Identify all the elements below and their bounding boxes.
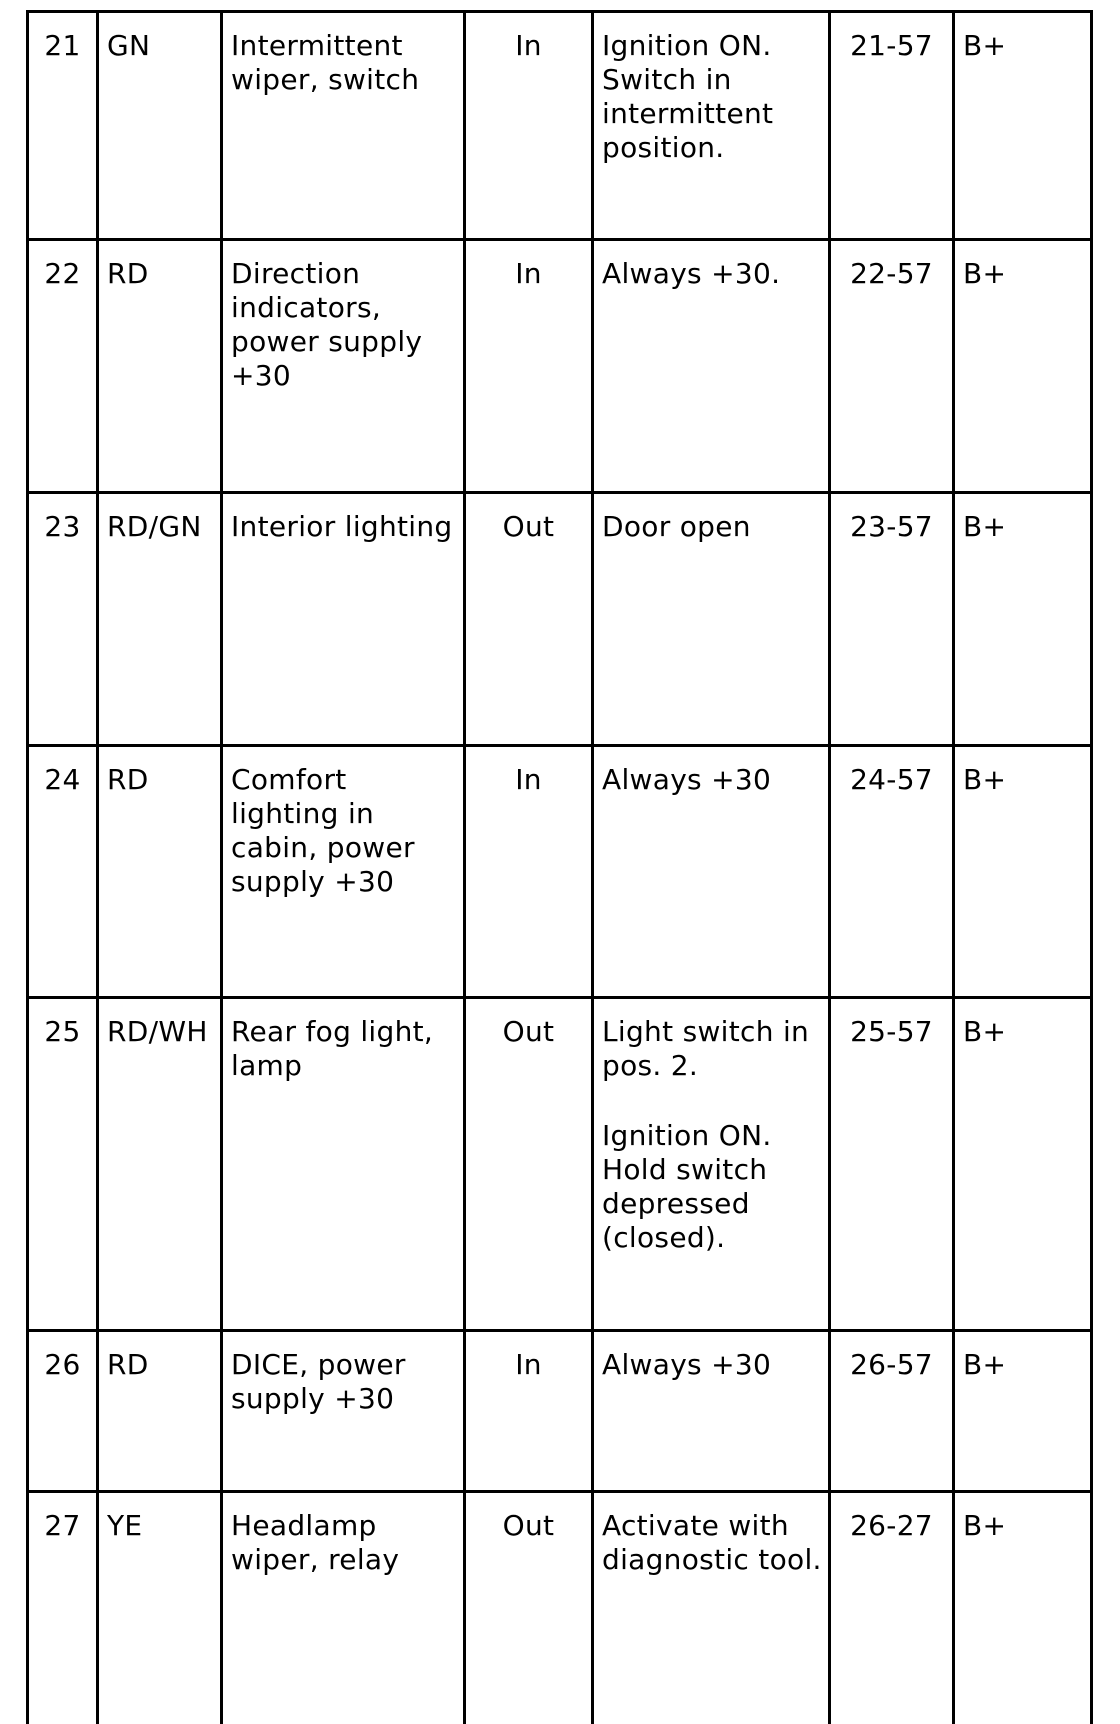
conditions-cell	[602, 510, 826, 544]
value-cell: B+	[963, 1348, 1007, 1381]
function-cell: Intermittent wiper, switch	[231, 29, 420, 96]
conditions-cell	[602, 1015, 826, 1255]
column-rule	[591, 10, 594, 1724]
row-rule	[26, 10, 1093, 13]
function-cell: Rear fog light, lamp	[231, 1015, 434, 1082]
pin-number-cell: 21	[44, 29, 81, 62]
value-cell: B+	[963, 1015, 1007, 1048]
pin-number-cell: 23	[44, 510, 81, 543]
conditions-cell	[602, 257, 826, 291]
conditions-cell	[602, 1509, 826, 1577]
pin-pair-cell: 24-57	[850, 763, 933, 796]
pin-number-cell: 24	[44, 763, 81, 796]
pin-pair-cell: 21-57	[850, 29, 933, 62]
value-cell: B+	[963, 1509, 1007, 1542]
function-cell: Headlamp wiper, relay	[231, 1509, 400, 1576]
function-cell: Comfort lighting in cabin, power supply +30	[231, 763, 415, 898]
condition-text: Light switch in pos. 2.	[602, 1015, 810, 1082]
pin-number-cell: 25	[44, 1015, 81, 1048]
column-rule	[952, 10, 955, 1724]
direction-cell: Out	[502, 1509, 555, 1542]
row-rule	[26, 996, 1093, 999]
condition-text: Always +30	[602, 763, 772, 796]
pin-number-cell: 22	[44, 257, 81, 290]
value-cell: B+	[963, 29, 1007, 62]
wire-color-cell: YE	[107, 1509, 143, 1542]
function-cell: Interior lighting	[231, 510, 453, 543]
value-cell: B+	[963, 763, 1007, 796]
wire-color-cell: RD/WH	[107, 1015, 208, 1048]
pin-number-cell: 27	[44, 1509, 81, 1542]
column-rule	[220, 10, 223, 1724]
row-rule	[26, 1329, 1093, 1332]
value-cell: B+	[963, 510, 1007, 543]
direction-cell: In	[515, 29, 542, 62]
function-cell: DICE, power supply +30	[231, 1348, 406, 1415]
row-rule	[26, 238, 1093, 241]
direction-cell: In	[515, 1348, 542, 1381]
pin-number-cell: 26	[44, 1348, 81, 1381]
column-rule	[96, 10, 99, 1724]
direction-cell: In	[515, 763, 542, 796]
condition-text: Door open	[602, 510, 751, 543]
direction-cell: Out	[502, 1015, 555, 1048]
value-cell: B+	[963, 257, 1007, 290]
condition-text: Always +30.	[602, 257, 781, 290]
wire-color-cell: RD	[107, 257, 149, 290]
function-cell: Direction indicators, power supply +30	[231, 257, 423, 392]
wire-color-cell: GN	[107, 29, 151, 62]
pin-pair-cell: 26-27	[850, 1509, 933, 1542]
column-rule	[1090, 10, 1093, 1724]
conditions-cell	[602, 29, 826, 165]
wire-color-cell: RD	[107, 1348, 149, 1381]
pin-pair-cell: 22-57	[850, 257, 933, 290]
pin-pair-cell: 23-57	[850, 510, 933, 543]
row-rule	[26, 491, 1093, 494]
row-rule	[26, 744, 1093, 747]
condition-text: Activate with diagnostic tool.	[602, 1509, 822, 1576]
condition-text: Always +30	[602, 1348, 772, 1381]
direction-cell: Out	[502, 510, 555, 543]
condition-text: Ignition ON. Hold switch depressed (closed).	[602, 1119, 772, 1254]
pin-pair-cell: 25-57	[850, 1015, 933, 1048]
row-rule	[26, 1490, 1093, 1493]
condition-text: Ignition ON. Switch in intermittent position.	[602, 29, 774, 164]
direction-cell: In	[515, 257, 542, 290]
pin-pair-cell: 26-57	[850, 1348, 933, 1381]
conditions-cell	[602, 763, 826, 797]
wire-color-cell: RD	[107, 763, 149, 796]
wire-color-cell: RD/GN	[107, 510, 202, 543]
conditions-cell	[602, 1348, 826, 1382]
